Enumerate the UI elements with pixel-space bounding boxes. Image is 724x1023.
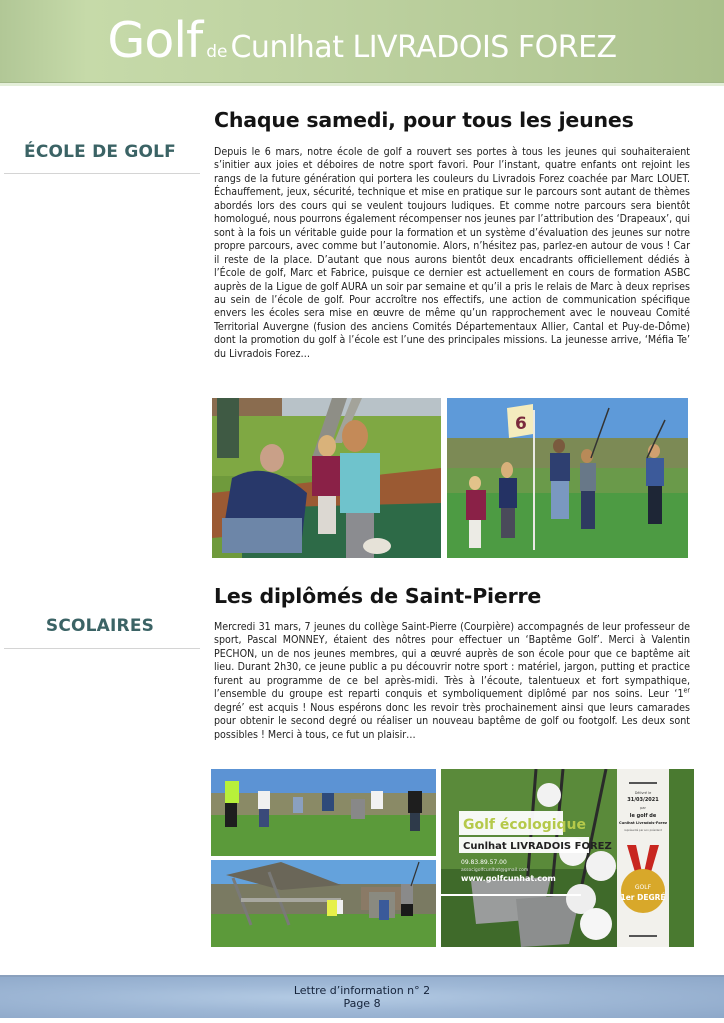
- cert-by-label: par: [640, 806, 646, 810]
- photo-practice-shelter: [211, 860, 436, 947]
- flyer-email: associgolfcunlhat@gmail.com: [461, 868, 529, 873]
- article-title: Les diplômés de Saint-Pierre: [214, 584, 542, 608]
- header-banner: [0, 0, 724, 84]
- photo-practice-shelter-image: [211, 860, 436, 947]
- cert-club-line2: Cunlhat Livradois-Forez: [619, 821, 667, 825]
- section-heading-ecole-de-golf: ÉCOLE DE GOLF: [24, 142, 176, 162]
- photo-coaching-kids: [212, 398, 441, 558]
- flyer-subtitle: Cunlhat LIVRADOIS FOREZ: [463, 841, 612, 852]
- flyer-title: Golf écologique: [463, 817, 587, 833]
- page-footer: [0, 975, 724, 1018]
- article-title: Chaque samedi, pour tous les jeunes: [214, 108, 634, 132]
- article-body-part: degré’ est acquis ! Nous espérons donc les revoir très prochainement ainsi que leurs camarades pour obtenir le second degré ou réaliser un nouveau baptême de golf ou footgolf. Les deux sont possibles ! Merci à tous, ce fut un plaisir…: [214, 701, 690, 741]
- photo-students-group-image: [211, 769, 436, 856]
- divider: [4, 173, 200, 174]
- article-body: Depuis le 6 mars, notre école de golf a rouvert ses portes à tous les jeunes qui souhaiteraient s’initier aux joies et déboires de notre sport favori. Pour l’instant, quatre enfants ont rejoint les rangs de la future génération qui portera les couleurs du Livradois Forez coachée par Marc LOUET. Échauffement, jeux, sécurité, technique et mise en pratique sur le parcours sont autant de thèmes abordés lors des cours qui se veulent toujours ludiques. Et comme notre parcours sera bientôt homologué, nous pourrons également récompenser nos jeunes par l’attribution des ‘Drapeaux’, qui sont à la fois un véritable guide pour la formation et un système d’évaluation des jeunes sur notre propre parcours, avec comme but l’autonomie. Alors, n’hésitez pas, parlez-en autour de vous ! Car il reste de la place. D’autant que nous aurons bientôt deux encadrants officiellement dédiés à l’École de golf, Marc et Fabrice, puisque ce dernier est actuellement en cours de formation ASBC auprès de la Ligue de golf AURA un soir par semaine et qu’il a pris le relais de Marc à deux reprises au sein de l’école de golf. Pour accroître nos effectifs, une action de communication spécifique envers les écoles sera mise en œuvre de même qu’un rapprochement avec le nouveau Comité Territorial Auvergne (fusion des anciens Comités Départementaux Allier, Cantal et Puy-de-Dôme) dont la promotion du golf à l’école est l’une des principales missions. La jeunesse arrive, ‘Méfia Te’ du Livradois Forez…: [214, 146, 690, 360]
- cert-issued-date: 31/03/2021: [627, 797, 659, 803]
- cert-issued-label: Délivré le: [634, 791, 652, 795]
- flag-number: 6: [515, 414, 527, 434]
- certificate-flyer: [441, 769, 694, 947]
- article-body-part: Mercredi 31 mars, 7 jeunes du collège Saint-Pierre (Courpière) accompagnés de leur professeur de sport, Pascal MONNEY, étaient des nôtres pour effectuer un ‘Baptême Golf’. Merci à Valentin PECHON, un de nos jeunes membres, qui a œuvré auprès de son école pour que ce baptême ait lieu. Durant 2h30, ce jeune public a pu découvrir notre sport : matériel, jargon, putting et practice furent au programme de ce bel après-midi. Très à l’écoute, talentueux et fort sympathique, l’ensemble du groupe est reparti conquis et symboliquement diplômé par nos soins. Leur ‘1: [214, 621, 690, 701]
- newsletter-issue: Lettre d’information n° 2: [293, 984, 431, 997]
- photo-putting-green-image: [447, 398, 688, 558]
- medal-line2: 1er DEGRÉ: [620, 893, 666, 902]
- flyer-phone: 09.83.89.57.00: [461, 859, 507, 866]
- cert-club-line1: le golf de: [629, 813, 657, 819]
- title-de: de: [206, 42, 228, 62]
- photo-coaching-kids-image: [212, 398, 441, 558]
- photo-putting-green: [447, 398, 688, 558]
- title-golf: Golf: [107, 12, 203, 69]
- page-number: Page 8: [343, 997, 381, 1010]
- newsletter-title: [0, 12, 724, 69]
- certificate-flyer-image: [441, 769, 694, 947]
- article-body: [214, 621, 690, 742]
- divider: [4, 648, 200, 649]
- title-club-name: Cunlhat LIVRADOIS FOREZ: [230, 30, 617, 65]
- photo-students-group: [211, 769, 436, 856]
- cert-small-lines: représenté par son président: [624, 829, 662, 832]
- medal-line1: GOLF: [634, 884, 652, 891]
- flyer-website: www.golfcunhat.com: [461, 874, 556, 883]
- ordinal-superscript: er: [683, 686, 690, 695]
- section-heading-scolaires: SCOLAIRES: [45, 616, 155, 636]
